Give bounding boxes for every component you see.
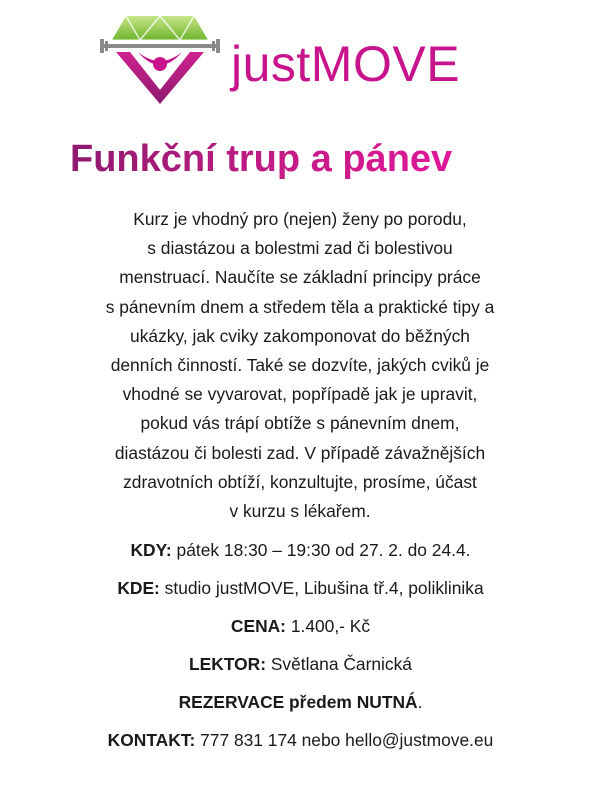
justmove-logo [98,12,478,112]
page-title: Funkční trup a pánev [70,138,453,180]
description-line: zdravotních obtíží, konzultujte, prosíme, účast [123,471,477,492]
info-lecturer-label: LEKTOR: [189,654,266,674]
info-when [0,540,601,561]
diamond-dumbbell-icon [98,12,228,112]
info-contact-label: KONTAKT: [107,730,196,750]
info-price-value: 1.400,- Kč [285,616,371,636]
description-line: Kurz je vhodný pro (nejen) ženy po porodu, [133,209,467,229]
info-price-label: CENA: [230,616,286,636]
info-contact [0,730,601,751]
info-reservation-period: . [417,692,423,712]
info-where [0,578,601,599]
description-line: s pánevním dnem a středem těla a praktické tipy a [105,296,495,317]
info-price [0,616,601,637]
description-line: vhodné se vyvarovat, popřípadě jak je upravit, [122,384,478,405]
info-when-label: KDY: [130,540,172,560]
info-lecturer [0,654,601,675]
info-reservation [0,692,601,713]
description-line: pokud vás trápí obtíže s pánevním dnem, [140,413,460,434]
description-line: v kurzu s lékařem. [229,501,371,522]
description-line: diastázou či bolesti zad. V případě závažnějších [114,442,486,463]
description-line: denních činností. Také se dozvíte, jakých cviků je [110,355,490,376]
info-lecturer-value: Světlana Čarnická [266,654,412,674]
description-line: ukázky, jak cviky zakomponovat do běžných [130,325,470,346]
description-line: menstruací. Naučíte se základní principy práce [119,267,481,288]
info-where-label: KDE: [117,578,160,598]
info-contact-value: 777 831 174 nebo hello@justmove.eu [195,730,494,750]
info-reservation-text: REZERVACE předem NUTNÁ [178,692,418,712]
info-when-value: pátek 18:30 – 19:30 od 27. 2. do 24.4. [171,540,471,560]
course-description [60,205,540,526]
description-line: s diastázou a bolestmi zad či bolestivou [147,238,453,259]
info-where-value: studio justMOVE, Libušina tř.4, poliklinika [159,578,484,598]
brand-name: justMOVE [231,36,461,92]
